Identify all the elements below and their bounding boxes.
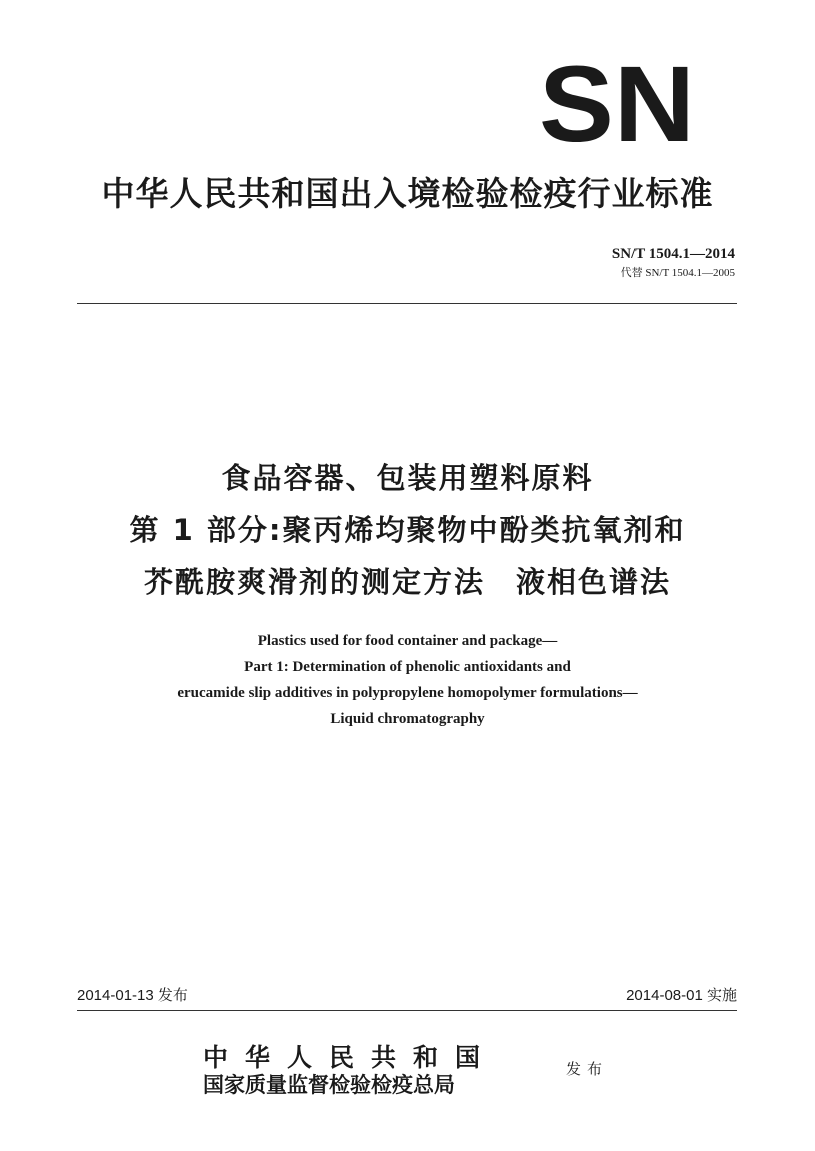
english-title-line2: Part 1: Determination of phenolic antioxidants and [244, 659, 571, 675]
effective-date: 2014-08-01 实施 [626, 987, 737, 1004]
english-title-line1: Plastics used for food container and package— [257, 633, 558, 649]
english-title-line3: erucamide slip additives in polypropylene homopolymer formulations— [177, 685, 638, 701]
replaces-standard: 代替 SN/T 1504.1—2005 [620, 267, 735, 279]
issuer-agency: 国家质量监督检验检疫总局 [203, 1072, 455, 1097]
chinese-title-line3: 芥酰胺爽滑剂的测定方法 液相色谱法 [143, 565, 671, 599]
standard-number: SN/T 1504.1—2014 [611, 246, 735, 262]
publish-label: 发布 [566, 1060, 609, 1078]
issue-date: 2014-01-13 发布 [77, 987, 188, 1004]
standard-number-block [612, 246, 735, 280]
english-title [0, 628, 815, 732]
footer-divider [77, 1010, 737, 1011]
sn-logo [538, 60, 696, 144]
sn-logo-text: SN [539, 60, 695, 144]
english-title-line4: Liquid chromatography [330, 711, 485, 727]
chinese-title-line2: 第 1 部分:聚丙烯均聚物中酚类抗氧剂和 [129, 513, 686, 547]
issuing-authority [203, 1044, 497, 1098]
standard-category-title: 中华人民共和国出入境检验检疫行业标准 [101, 174, 714, 213]
chinese-title [0, 452, 815, 608]
chinese-title-line1: 食品容器、包装用塑料原料 [221, 461, 594, 495]
header-divider [77, 303, 737, 304]
issuer-country: 中华人民共和国 [203, 1043, 498, 1072]
